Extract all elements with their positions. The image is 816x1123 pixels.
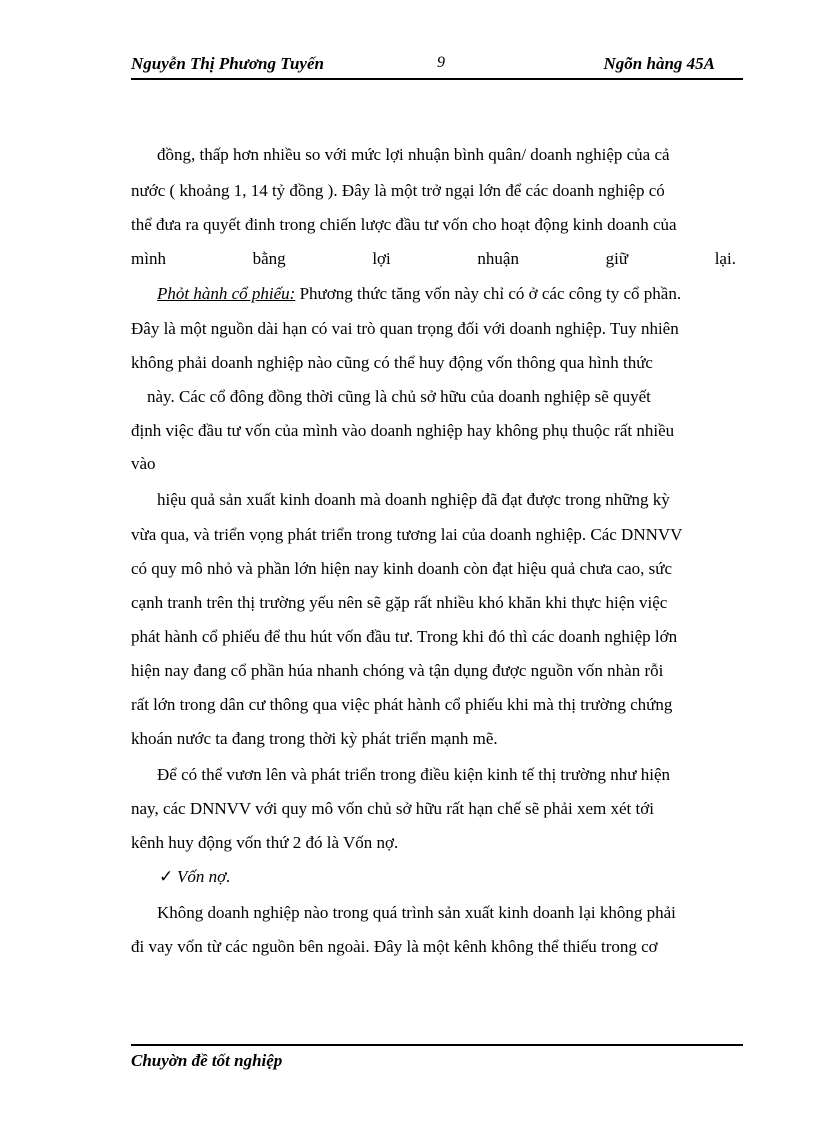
footer-text: Chuyờn đề tốt nghiệp [131,1051,283,1070]
text-line: định việc đầu tư vốn của mình vào doanh nghiệp hay không phụ thuộc rất nhiều [131,421,675,440]
header-page-number: 9 [437,54,445,71]
text-line: khoán nước ta đang trong thời kỳ phát triển mạnh mẽ. [131,729,498,748]
text-line: nước ( khoảng 1, 14 tỷ đồng ). Đây là một trở ngại lớn để các doanh nghiệp có [131,181,665,200]
word: bằng [252,249,286,268]
text-line: thể đưa ra quyết đinh trong chiến lược đầu tư vốn cho hoạt động kinh doanh của [131,215,677,234]
section-heading: Phỏt hành cổ phiếu: [157,284,296,303]
word: giữ [605,249,629,268]
text-line: không phải doanh nghiệp nào cũng có thể huy động vốn thông qua hình thức [131,353,653,372]
word: lại. [714,249,736,268]
text-line: này. Các cổ đông đồng thời cũng là chủ sở hữu của doanh nghiệp sẽ quyết [147,387,651,406]
text-line: hiệu quả sản xuất kinh doanh mà doanh nghiệp đã đạt được trong những kỳ [157,490,670,509]
bullet-label: Vốn nợ. [177,867,231,886]
page-footer [131,1044,743,1071]
text-line: phát hành cổ phiếu để thu hút vốn đầu tư. Trong khi đó thì các doanh nghiệp lớn [131,627,678,646]
header-class: Ngõn hàng 45A [603,54,715,73]
text-line: Không doanh nghiệp nào trong quá trình sản xuất kinh doanh lại không phải [157,903,676,922]
text-line: đi vay vốn từ các nguồn bên ngoài. Đây là một kênh không thể thiếu trong cơ [131,937,658,956]
text-line: cạnh tranh trên thị trường yếu nên sẽ gặp rất nhiều khó khăn khi thực hiện việc [131,593,668,612]
text-line: đồng, thấp hơn nhiều so với mức lợi nhuận bình quân/ doanh nghiệp của cả [157,145,670,164]
page-header [131,52,743,80]
text-line: Để có thể vươn lên và phát triển trong điều kiện kinh tế thị trường như hiện [157,765,671,784]
word: nhuận [477,249,519,268]
text-line [157,283,681,305]
text-line: kênh huy động vốn thứ 2 đó là Vốn nợ. [131,833,399,852]
text-line: Đây là một nguồn dài hạn có vai trò quan trọng đối với doanh nghiệp. Tuy nhiên [131,319,679,338]
text-line-justified [131,248,736,270]
checkmark-icon: ✓ [159,867,174,886]
text-span: Phương thức tăng vốn này chỉ có ở các công ty cổ phần. [295,284,682,303]
text-line: rất lớn trong dân cư thông qua việc phát hành cổ phiếu khi mà thị trường chứng [131,695,673,714]
text-line: hiện nay đang cổ phần húa nhanh chóng và tận dụng được nguồn vốn nhàn rỗi [131,661,664,680]
word: mình [131,249,166,268]
word: lợi [372,249,391,268]
text-line: nay, các DNNVV với quy mô vốn chủ sở hữu rất hạn chế sẽ phải xem xét tới [131,799,654,818]
bullet-item [159,866,230,888]
text-line: vừa qua, và triển vọng phát triển trong tương lai của doanh nghiệp. Các DNNVV [131,525,683,544]
text-line: vào [131,454,156,473]
text-line: có quy mô nhỏ và phần lớn hiện nay kinh doanh còn đạt hiệu quả chưa cao, sức [131,559,673,578]
header-author: Nguyễn Thị Phương Tuyến [131,54,324,73]
